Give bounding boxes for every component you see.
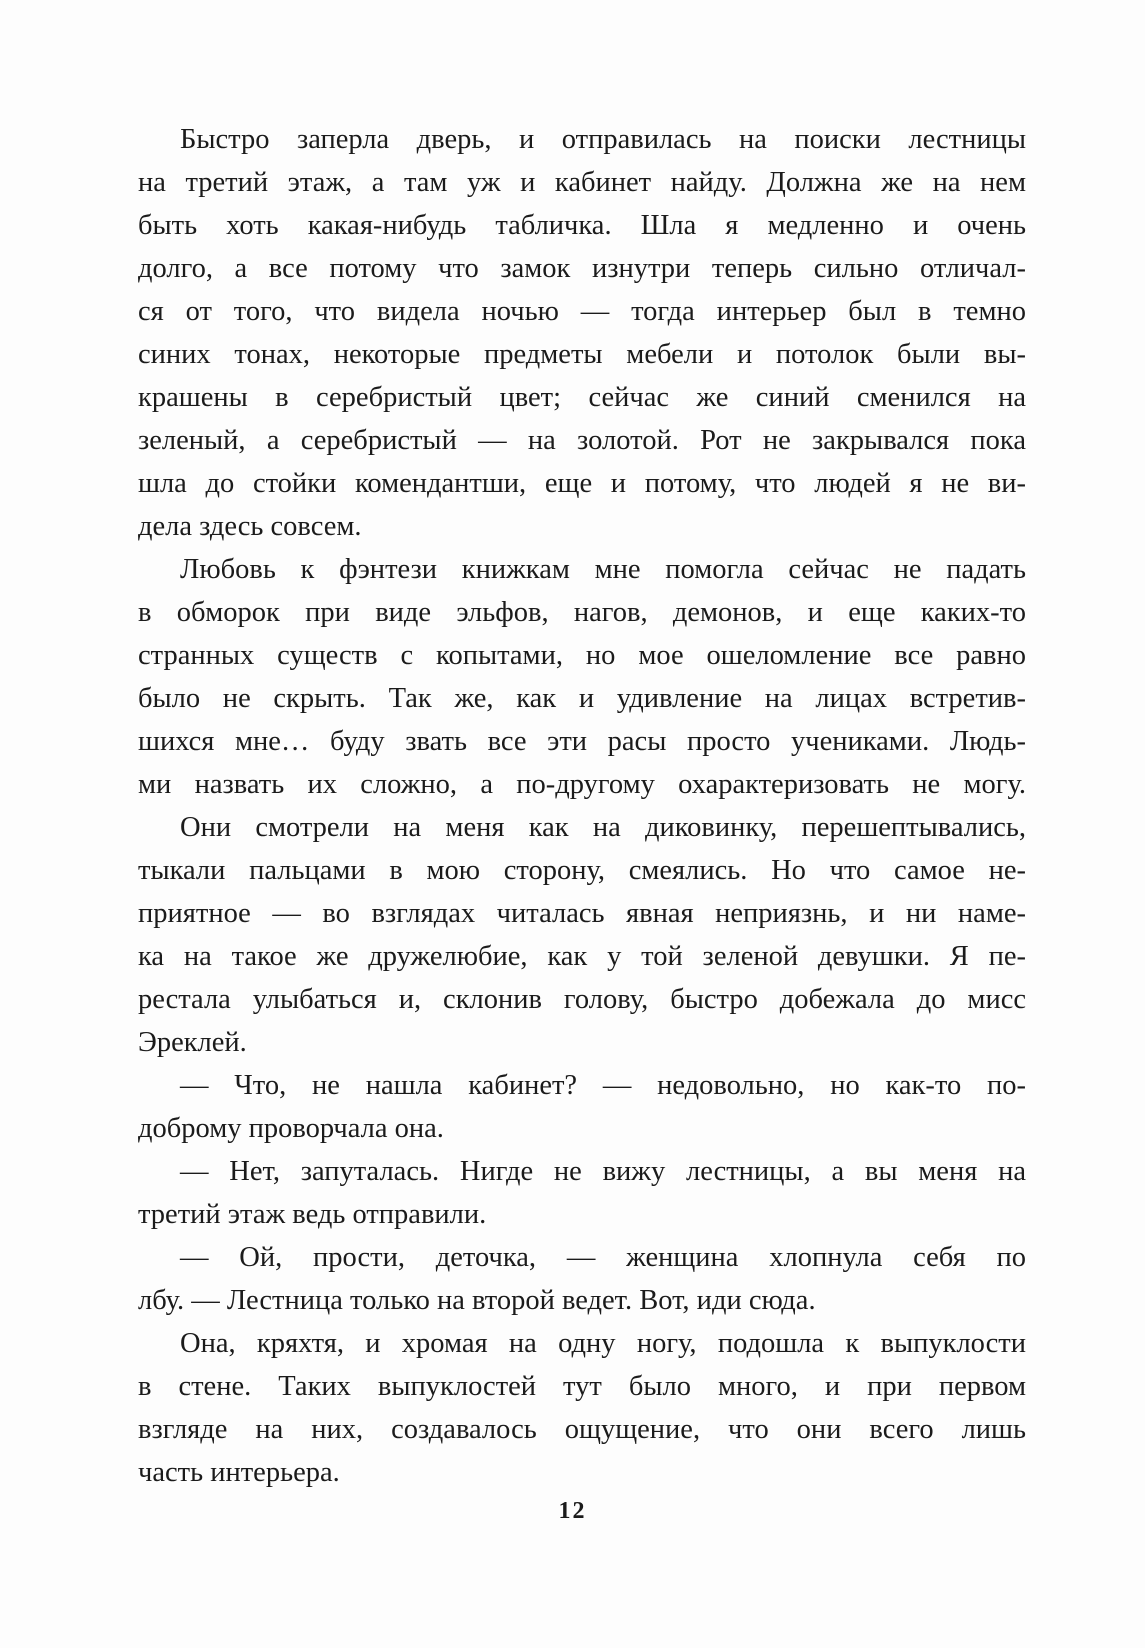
- text-line: приятное — во взглядах читалась явная неприязнь, и ни наме-: [138, 898, 1026, 929]
- text-line: ся от того, что видела ночью — тогда интерьер был в темно: [138, 296, 1026, 327]
- paragraph: [138, 118, 1026, 548]
- text-line: на третий этаж, а там уж и кабинет найду. Должна же на нем: [138, 167, 1026, 198]
- text-line: третий этаж ведь отправили.: [138, 1199, 487, 1230]
- page-number: 12: [558, 1498, 587, 1524]
- text-line: тыкали пальцами в мою сторону, смеялись. Но что самое не-: [138, 855, 1026, 886]
- text-line: Они смотрели на меня как на диковинку, перешептывались,: [180, 812, 1026, 843]
- text-line: взгляде на них, создавалось ощущение, что они всего лишь: [138, 1414, 1026, 1445]
- text-line: — Ой, прости, деточка, — женщина хлопнула себя по: [180, 1242, 1026, 1273]
- text-line: быть хоть какая-нибудь табличка. Шла я медленно и очень: [138, 210, 1026, 241]
- text-line: зеленый, а серебристый — на золотой. Рот не закрывался пока: [138, 425, 1026, 456]
- text-line: странных существ с копытами, но мое ошеломление все равно: [138, 640, 1026, 671]
- text-line: Эреклей.: [138, 1027, 247, 1058]
- text-line: шихся мне… буду звать все эти расы просто учениками. Людь-: [138, 726, 1026, 757]
- text-line: — Нет, запуталась. Нигде не вижу лестницы, а вы меня на: [180, 1156, 1026, 1187]
- dialogue-paragraph: [138, 1236, 1026, 1322]
- text-line: ми назвать их сложно, а по-другому охарактеризовать не могу.: [138, 769, 1026, 800]
- dialogue-paragraph: [138, 1064, 1026, 1150]
- text-line: долго, а все потому что замок изнутри теперь сильно отличал-: [138, 253, 1026, 284]
- text-line: Быстро заперла дверь, и отправилась на поиски лестницы: [180, 124, 1026, 155]
- text-line: часть интерьера.: [138, 1457, 340, 1488]
- body-text: [138, 118, 1026, 1494]
- text-line: шла до стойки комендантши, еще и потому, что людей я не ви-: [138, 468, 1026, 499]
- text-line: Любовь к фэнтези книжкам мне помогла сейчас не падать: [180, 554, 1026, 585]
- text-line: было не скрыть. Так же, как и удивление на лицах встретив-: [138, 683, 1026, 714]
- text-line: лбу. — Лестница только на второй ведет. Вот, иди сюда.: [138, 1285, 816, 1316]
- text-line: дела здесь совсем.: [138, 511, 362, 542]
- text-line: в обморок при виде эльфов, нагов, демонов, и еще каких-то: [138, 597, 1026, 628]
- text-line: крашены в серебристый цвет; сейчас же синий сменился на: [138, 382, 1026, 413]
- paragraph: [138, 806, 1026, 1064]
- paragraph: [138, 1322, 1026, 1494]
- dialogue-paragraph: [138, 1150, 1026, 1236]
- text-line: ка на такое же дружелюбие, как у той зеленой девушки. Я пе-: [138, 941, 1026, 972]
- paragraph: [138, 548, 1026, 806]
- text-line: синих тонах, некоторые предметы мебели и потолок были вы-: [138, 339, 1026, 370]
- text-line: в стене. Таких выпуклостей тут было много, и при первом: [138, 1371, 1026, 1402]
- text-line: рестала улыбаться и, склонив голову, быстро добежала до мисс: [138, 984, 1026, 1015]
- text-line: доброму проворчала она.: [138, 1113, 444, 1144]
- text-line: Она, кряхтя, и хромая на одну ногу, подошла к выпуклости: [180, 1328, 1026, 1359]
- text-line: — Что, не нашла кабинет? — недовольно, но как-то по-: [180, 1070, 1026, 1101]
